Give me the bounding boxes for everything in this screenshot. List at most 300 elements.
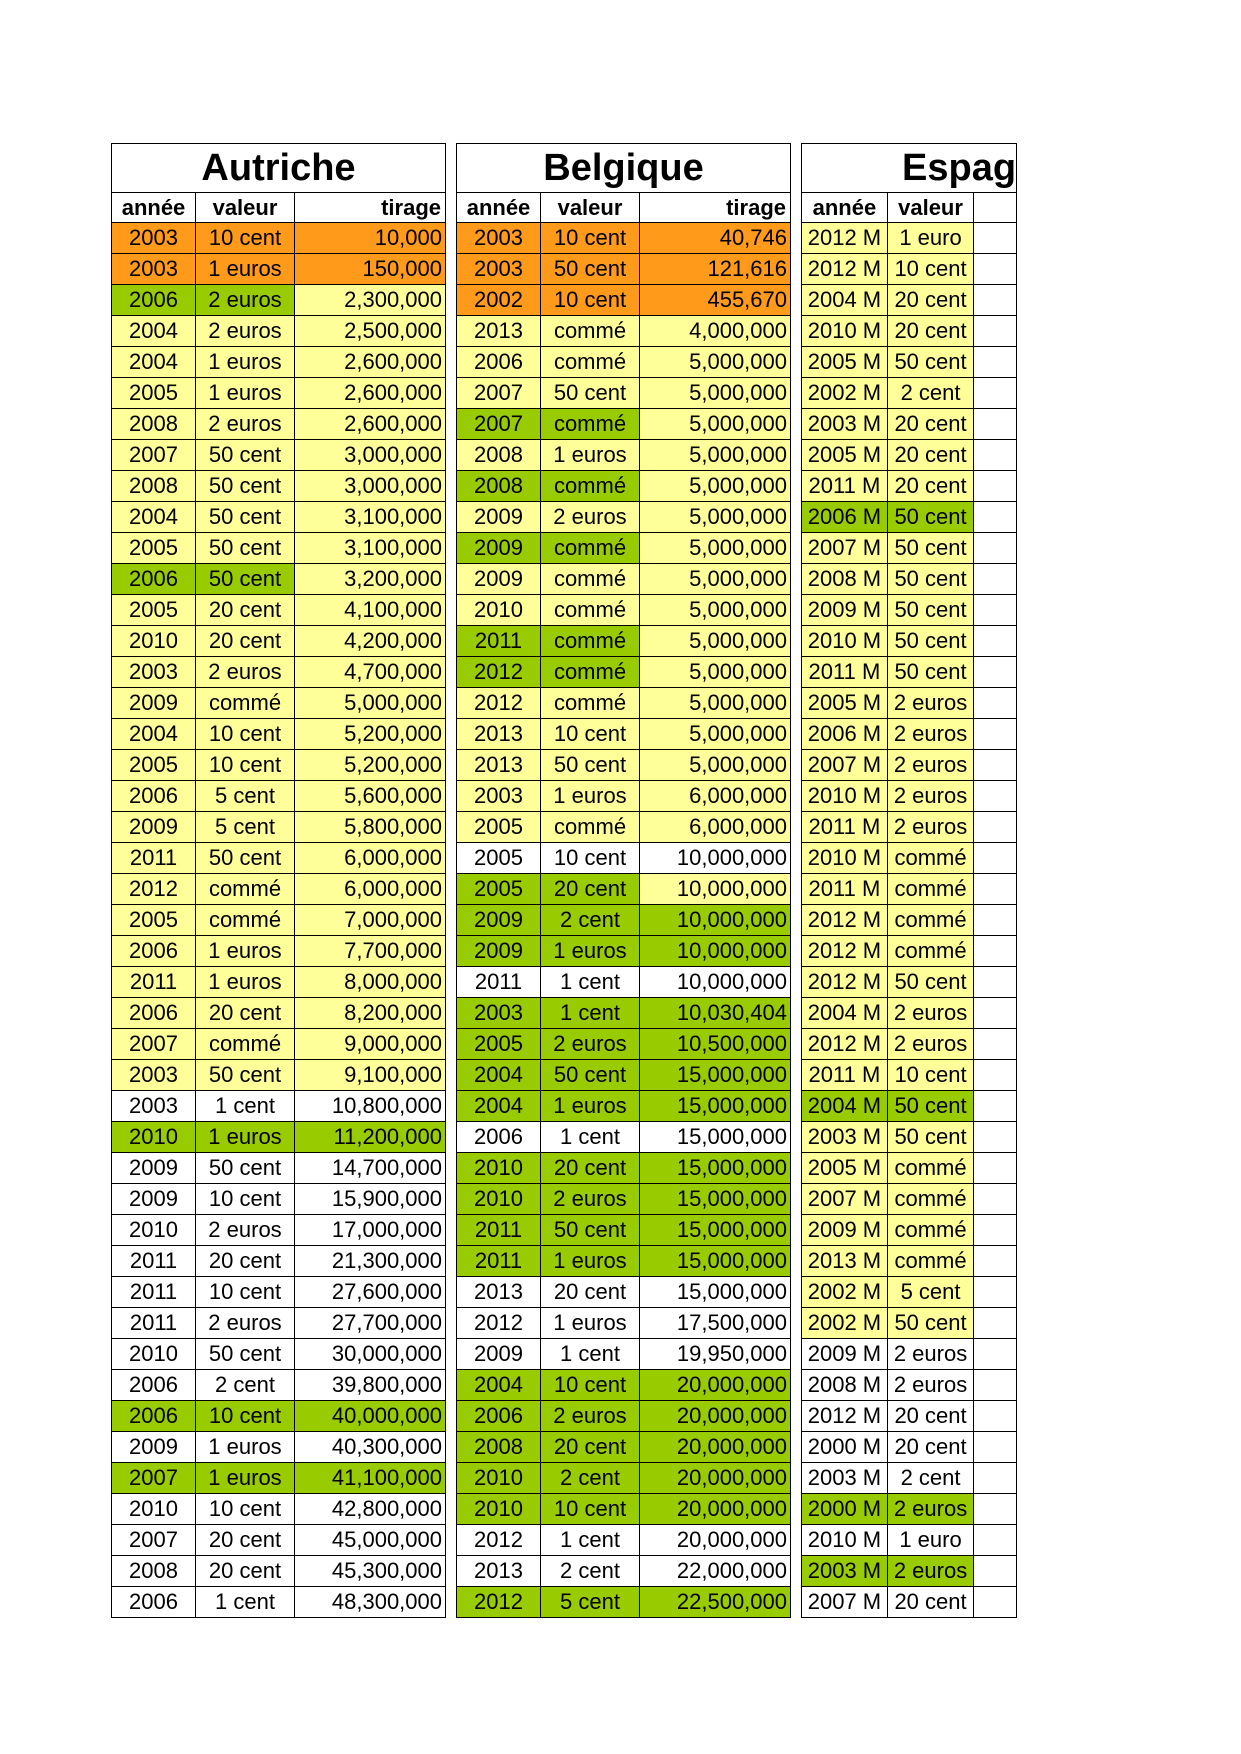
cell-valeur: 2 euros [887, 1494, 973, 1525]
cell-annee: 2004 [112, 502, 196, 533]
cell-tirage: 121,616 [640, 254, 791, 285]
table-row [802, 564, 1017, 595]
cell-annee: 2013 [457, 719, 541, 750]
cell-annee: 2005 M [802, 440, 888, 471]
cell-annee: 2012 [457, 688, 541, 719]
cell-annee: 2012 M [802, 967, 888, 998]
cell-tirage: 7,000,000 [295, 905, 446, 936]
header-tirage [974, 193, 1017, 223]
cell-annee: 2008 M [802, 564, 888, 595]
cell-tirage: 27,700,000 [295, 1308, 446, 1339]
cell-annee: 2003 [457, 781, 541, 812]
cell-valeur: 2 cent [887, 378, 973, 409]
cell-annee: 2007 [112, 1525, 196, 1556]
table-row [802, 316, 1017, 347]
cell-tirage: 9,100,000 [295, 1060, 446, 1091]
cell-valeur: 10 cent [196, 1401, 295, 1432]
cell-tirage: 20,000,000 [640, 1525, 791, 1556]
cell-tirage: 10,000,000 [640, 967, 791, 998]
cell-tirage: 2,500,000 [295, 316, 446, 347]
cell-annee: 2011 [112, 1308, 196, 1339]
cell-tirage [974, 378, 1017, 409]
cell-annee: 2006 [112, 1587, 196, 1618]
table-row [802, 223, 1017, 254]
cell-tirage [974, 1432, 1017, 1463]
table-row [802, 1401, 1017, 1432]
cell-valeur: commé [887, 1184, 973, 1215]
cell-valeur: 2 cent [541, 905, 640, 936]
header-valeur: valeur [196, 193, 295, 223]
cell-tirage: 5,000,000 [640, 409, 791, 440]
cell-annee: 2009 [112, 688, 196, 719]
cell-tirage: 20,000,000 [640, 1494, 791, 1525]
cell-annee: 2006 [112, 936, 196, 967]
cell-valeur: commé [541, 564, 640, 595]
cell-tirage [974, 1060, 1017, 1091]
table-row [802, 347, 1017, 378]
cell-valeur: 10 cent [196, 750, 295, 781]
cell-tirage: 5,000,000 [640, 502, 791, 533]
cell-annee: 2004 M [802, 998, 888, 1029]
cell-valeur: 50 cent [887, 657, 973, 688]
cell-valeur: 20 cent [887, 409, 973, 440]
cell-annee: 2011 M [802, 471, 888, 502]
cell-valeur: commé [541, 533, 640, 564]
cell-valeur: 10 cent [196, 223, 295, 254]
cell-valeur: 2 euros [887, 1370, 973, 1401]
cell-annee: 2011 [112, 1277, 196, 1308]
cell-valeur: 50 cent [196, 1339, 295, 1370]
header-annee: année [112, 193, 196, 223]
cell-annee: 2011 [457, 626, 541, 657]
cell-valeur: 2 euros [541, 1029, 640, 1060]
cell-tirage [974, 533, 1017, 564]
cell-valeur: commé [541, 347, 640, 378]
cell-valeur: 1 euros [541, 440, 640, 471]
cell-annee: 2012 M [802, 223, 888, 254]
table-row [802, 688, 1017, 719]
cell-tirage: 40,746 [640, 223, 791, 254]
cell-tirage [974, 285, 1017, 316]
cell-tirage [974, 657, 1017, 688]
cell-tirage [974, 409, 1017, 440]
cell-annee: 2005 M [802, 688, 888, 719]
cell-annee: 2011 M [802, 657, 888, 688]
cell-tirage: 5,000,000 [640, 595, 791, 626]
cell-annee: 2003 M [802, 409, 888, 440]
table-row [802, 1277, 1017, 1308]
cell-annee: 2013 M [802, 1246, 888, 1277]
country-title: Espag [802, 144, 1017, 193]
table-row [802, 1370, 1017, 1401]
cell-valeur: commé [196, 1029, 295, 1060]
table-row [802, 1556, 1017, 1587]
cell-tirage [974, 1463, 1017, 1494]
cell-valeur: 1 euro [887, 223, 973, 254]
cell-valeur: 20 cent [196, 998, 295, 1029]
cell-valeur: 10 cent [196, 1277, 295, 1308]
table-row [802, 1122, 1017, 1153]
cell-tirage [974, 564, 1017, 595]
cell-annee: 2006 [112, 564, 196, 595]
cell-valeur: 2 cent [541, 1463, 640, 1494]
cell-valeur: 50 cent [887, 502, 973, 533]
cell-valeur: 5 cent [541, 1587, 640, 1618]
cell-valeur: 1 cent [541, 1339, 640, 1370]
cell-annee: 2009 [457, 905, 541, 936]
cell-tirage: 455,670 [640, 285, 791, 316]
cell-annee: 2009 [112, 1432, 196, 1463]
cell-valeur: 50 cent [887, 626, 973, 657]
table-row [802, 254, 1017, 285]
cell-annee: 2011 [112, 1246, 196, 1277]
cell-valeur: 2 euros [887, 688, 973, 719]
cell-annee: 2011 M [802, 874, 888, 905]
cell-annee: 2007 [112, 1463, 196, 1494]
cell-tirage: 5,000,000 [640, 564, 791, 595]
cell-valeur: 2 euros [887, 719, 973, 750]
header-annee: année [457, 193, 541, 223]
table-row [802, 626, 1017, 657]
cell-annee: 2005 [112, 905, 196, 936]
cell-annee: 2012 M [802, 1029, 888, 1060]
cell-tirage: 40,000,000 [295, 1401, 446, 1432]
cell-tirage: 5,000,000 [640, 657, 791, 688]
cell-tirage: 2,600,000 [295, 409, 446, 440]
cell-annee: 2009 M [802, 1339, 888, 1370]
cell-valeur: commé [887, 1215, 973, 1246]
table-row [802, 1432, 1017, 1463]
table-row [802, 1494, 1017, 1525]
cell-annee: 2008 M [802, 1370, 888, 1401]
cell-annee: 2007 [457, 409, 541, 440]
cell-valeur: 1 euros [196, 378, 295, 409]
cell-annee: 2007 M [802, 1587, 888, 1618]
cell-annee: 2004 [457, 1060, 541, 1091]
cell-tirage: 15,900,000 [295, 1184, 446, 1215]
table-row [802, 1184, 1017, 1215]
cell-annee: 2010 [457, 1494, 541, 1525]
cell-tirage [974, 1587, 1017, 1618]
table-row [802, 1091, 1017, 1122]
cell-valeur: 50 cent [196, 533, 295, 564]
cell-annee: 2008 [457, 440, 541, 471]
cell-annee: 2013 [457, 750, 541, 781]
table-row [802, 719, 1017, 750]
cell-annee: 2012 M [802, 905, 888, 936]
cell-valeur: 10 cent [196, 719, 295, 750]
cell-annee: 2009 [457, 1339, 541, 1370]
cell-annee: 2009 [457, 936, 541, 967]
cell-annee: 2006 [112, 998, 196, 1029]
cell-annee: 2002 M [802, 378, 888, 409]
cell-annee: 2010 [112, 1339, 196, 1370]
cell-tirage: 150,000 [295, 254, 446, 285]
cell-annee: 2008 [112, 471, 196, 502]
cell-tirage [974, 1091, 1017, 1122]
cell-valeur: 20 cent [196, 626, 295, 657]
table-row [802, 1060, 1017, 1091]
cell-annee: 2011 [112, 967, 196, 998]
cell-valeur: 50 cent [887, 595, 973, 626]
cell-tirage: 27,600,000 [295, 1277, 446, 1308]
cell-annee: 2010 M [802, 316, 888, 347]
table-row [802, 967, 1017, 998]
table-row [802, 285, 1017, 316]
cell-valeur: 1 euros [541, 936, 640, 967]
cell-annee: 2008 [112, 1556, 196, 1587]
cell-tirage: 10,000 [295, 223, 446, 254]
table-row [802, 750, 1017, 781]
header-annee: année [802, 193, 888, 223]
cell-valeur: 50 cent [887, 1122, 973, 1153]
cell-annee: 2006 M [802, 502, 888, 533]
cell-annee: 2010 [457, 1184, 541, 1215]
cell-annee: 2012 [457, 657, 541, 688]
cell-valeur: 2 cent [196, 1370, 295, 1401]
cell-valeur: 2 euros [196, 1308, 295, 1339]
cell-annee: 2003 M [802, 1463, 888, 1494]
cell-valeur: 20 cent [887, 1401, 973, 1432]
table-espagne [801, 143, 1017, 1618]
cell-valeur: 50 cent [887, 347, 973, 378]
cell-annee: 2012 [112, 874, 196, 905]
cell-annee: 2002 M [802, 1277, 888, 1308]
cell-tirage [974, 781, 1017, 812]
cell-valeur: 1 euro [887, 1525, 973, 1556]
cell-valeur: 2 euros [887, 781, 973, 812]
cell-tirage [974, 905, 1017, 936]
cell-tirage: 5,800,000 [295, 812, 446, 843]
cell-annee: 2009 [112, 1153, 196, 1184]
cell-annee: 2003 [457, 998, 541, 1029]
cell-tirage: 14,700,000 [295, 1153, 446, 1184]
cell-valeur: commé [541, 812, 640, 843]
cell-tirage: 10,000,000 [640, 936, 791, 967]
cell-tirage: 4,000,000 [640, 316, 791, 347]
cell-annee: 2005 [112, 595, 196, 626]
cell-annee: 2010 [112, 1494, 196, 1525]
cell-valeur: 20 cent [887, 471, 973, 502]
table-row [802, 1215, 1017, 1246]
cell-valeur: 20 cent [196, 1556, 295, 1587]
cell-tirage [974, 719, 1017, 750]
cell-tirage: 11,200,000 [295, 1122, 446, 1153]
cell-annee: 2010 [112, 1122, 196, 1153]
cell-annee: 2007 [457, 378, 541, 409]
table-row [802, 595, 1017, 626]
cell-annee: 2009 [457, 533, 541, 564]
cell-annee: 2011 M [802, 812, 888, 843]
cell-tirage: 5,000,000 [640, 626, 791, 657]
cell-valeur: 20 cent [887, 1432, 973, 1463]
cell-tirage [974, 316, 1017, 347]
cell-tirage [974, 1184, 1017, 1215]
cell-tirage: 39,800,000 [295, 1370, 446, 1401]
cell-annee: 2012 M [802, 254, 888, 285]
cell-tirage: 10,000,000 [640, 874, 791, 905]
cell-tirage: 22,500,000 [640, 1587, 791, 1618]
country-title: Autriche [112, 144, 446, 193]
cell-annee: 2003 [112, 223, 196, 254]
cell-annee: 2006 M [802, 719, 888, 750]
cell-valeur: commé [541, 626, 640, 657]
cell-tirage: 10,030,404 [640, 998, 791, 1029]
cell-tirage: 2,600,000 [295, 378, 446, 409]
cell-annee: 2013 [457, 1556, 541, 1587]
cell-annee: 2005 M [802, 347, 888, 378]
cell-annee: 2010 [457, 595, 541, 626]
cell-valeur: 1 cent [196, 1091, 295, 1122]
cell-annee: 2005 [112, 533, 196, 564]
cell-valeur: 1 cent [541, 1525, 640, 1556]
cell-tirage: 10,500,000 [640, 1029, 791, 1060]
cell-tirage: 20,000,000 [640, 1463, 791, 1494]
cell-tirage [974, 1494, 1017, 1525]
cell-annee: 2006 [112, 1370, 196, 1401]
cell-tirage: 30,000,000 [295, 1339, 446, 1370]
cell-valeur: 2 cent [887, 1463, 973, 1494]
table-row [802, 874, 1017, 905]
cell-annee: 2012 M [802, 1401, 888, 1432]
cell-valeur: 20 cent [541, 1153, 640, 1184]
cell-annee: 2003 M [802, 1122, 888, 1153]
cell-annee: 2011 [112, 843, 196, 874]
table-row [802, 1587, 1017, 1618]
cell-valeur: 10 cent [541, 1494, 640, 1525]
cell-tirage: 6,000,000 [640, 812, 791, 843]
cell-valeur: 1 euros [196, 1122, 295, 1153]
cell-tirage: 6,000,000 [640, 781, 791, 812]
cell-valeur: 10 cent [887, 254, 973, 285]
cell-valeur: 2 euros [887, 1556, 973, 1587]
cell-tirage: 3,200,000 [295, 564, 446, 595]
cell-valeur: 2 euros [196, 285, 295, 316]
cell-tirage: 15,000,000 [640, 1277, 791, 1308]
cell-valeur: 2 euros [887, 1029, 973, 1060]
cell-tirage: 5,000,000 [640, 471, 791, 502]
cell-valeur: commé [887, 843, 973, 874]
cell-valeur: commé [541, 409, 640, 440]
cell-tirage [974, 812, 1017, 843]
table-row [802, 905, 1017, 936]
cell-valeur: 50 cent [196, 843, 295, 874]
cell-annee: 2012 [457, 1308, 541, 1339]
cell-valeur: 50 cent [196, 471, 295, 502]
cell-tirage: 21,300,000 [295, 1246, 446, 1277]
cell-valeur: 20 cent [541, 1432, 640, 1463]
cell-annee: 2010 [457, 1463, 541, 1494]
cell-valeur: 50 cent [887, 967, 973, 998]
cell-annee: 2005 [457, 1029, 541, 1060]
cell-annee: 2004 [457, 1091, 541, 1122]
cell-valeur: 1 euros [196, 1463, 295, 1494]
cell-tirage: 6,000,000 [295, 843, 446, 874]
cell-annee: 2004 [457, 1370, 541, 1401]
cell-valeur: 1 cent [541, 1122, 640, 1153]
cell-tirage: 5,000,000 [640, 378, 791, 409]
cell-valeur: commé [887, 936, 973, 967]
cell-annee: 2009 M [802, 1215, 888, 1246]
cell-valeur: 10 cent [541, 1370, 640, 1401]
cell-valeur: 20 cent [196, 1525, 295, 1556]
cell-valeur: 20 cent [887, 285, 973, 316]
table-row [802, 440, 1017, 471]
cell-annee: 2011 M [802, 1060, 888, 1091]
cell-tirage: 15,000,000 [640, 1246, 791, 1277]
cell-annee: 2000 M [802, 1494, 888, 1525]
cell-valeur: 50 cent [887, 1308, 973, 1339]
cell-tirage [974, 1556, 1017, 1587]
cell-valeur: commé [196, 874, 295, 905]
cell-tirage [974, 688, 1017, 719]
cell-tirage: 10,000,000 [640, 843, 791, 874]
cell-valeur: 1 cent [541, 967, 640, 998]
cell-valeur: 50 cent [887, 564, 973, 595]
cell-valeur: 50 cent [196, 440, 295, 471]
cell-valeur: 10 cent [541, 285, 640, 316]
cell-annee: 2010 [112, 626, 196, 657]
cell-tirage [974, 874, 1017, 905]
cell-annee: 2003 [112, 254, 196, 285]
cell-annee: 2005 [457, 812, 541, 843]
cell-tirage: 15,000,000 [640, 1153, 791, 1184]
table-row [802, 1153, 1017, 1184]
table-row [802, 409, 1017, 440]
table-row [802, 936, 1017, 967]
cell-valeur: 2 euros [541, 1401, 640, 1432]
cell-valeur: 2 euros [887, 998, 973, 1029]
cell-valeur: 1 euros [541, 1308, 640, 1339]
cell-tirage [974, 1215, 1017, 1246]
cell-valeur: 2 euros [541, 502, 640, 533]
table-row [802, 1463, 1017, 1494]
cell-tirage: 15,000,000 [640, 1215, 791, 1246]
cell-valeur: 5 cent [196, 781, 295, 812]
cell-valeur: 5 cent [196, 812, 295, 843]
cell-valeur: 1 euros [196, 254, 295, 285]
cell-tirage: 5,000,000 [640, 719, 791, 750]
cell-tirage: 3,100,000 [295, 533, 446, 564]
cell-valeur: commé [887, 1246, 973, 1277]
cell-annee: 2007 M [802, 1184, 888, 1215]
cell-tirage [974, 1122, 1017, 1153]
cell-annee: 2005 [457, 874, 541, 905]
cell-annee: 2003 [457, 254, 541, 285]
cell-valeur: 2 euros [196, 409, 295, 440]
cell-tirage: 9,000,000 [295, 1029, 446, 1060]
cell-tirage [974, 936, 1017, 967]
cell-valeur: commé [541, 316, 640, 347]
cell-tirage [974, 471, 1017, 502]
cell-valeur: commé [541, 657, 640, 688]
cell-tirage [974, 223, 1017, 254]
cell-tirage [974, 1029, 1017, 1060]
table-row [802, 657, 1017, 688]
cell-tirage: 4,700,000 [295, 657, 446, 688]
cell-annee: 2007 [112, 440, 196, 471]
cell-annee: 2006 [457, 1401, 541, 1432]
cell-annee: 2011 [457, 967, 541, 998]
cell-annee: 2010 M [802, 781, 888, 812]
cell-tirage: 41,100,000 [295, 1463, 446, 1494]
cell-valeur: 10 cent [541, 719, 640, 750]
cell-valeur: commé [541, 595, 640, 626]
cell-tirage: 40,300,000 [295, 1432, 446, 1463]
cell-annee: 2004 [112, 347, 196, 378]
cell-valeur: 2 euros [196, 1215, 295, 1246]
cell-valeur: 50 cent [196, 502, 295, 533]
